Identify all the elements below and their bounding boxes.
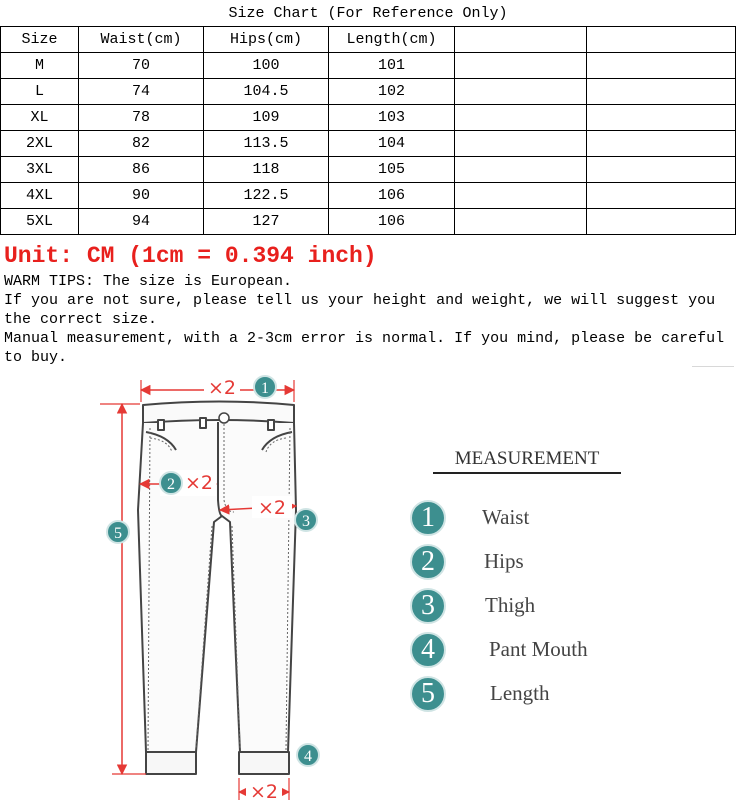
cell-length: 106 (329, 209, 455, 235)
legend-label: Length (490, 681, 550, 705)
table-row (1, 53, 736, 79)
cell-size: 3XL (1, 157, 79, 183)
cell-hips: 127 (204, 209, 329, 235)
tip-warm: WARM TIPS: The size is European. (4, 273, 293, 290)
cell-length: 105 (329, 157, 455, 183)
cell-empty (455, 209, 587, 235)
header-waist: Waist(cm) (79, 27, 204, 53)
hips-mult: ×2 (184, 472, 214, 494)
legend-label: Thigh (485, 593, 536, 617)
cell-length: 104 (329, 131, 455, 157)
cell-hips: 100 (204, 53, 329, 79)
header-size: Size (1, 27, 79, 53)
tips-block (4, 272, 730, 367)
cell-empty (455, 131, 587, 157)
tip-error: Manual measurement, with a 2-3cm error is normal. If you mind, please be careful to buy. (4, 330, 725, 366)
cell-waist: 94 (79, 209, 204, 235)
size-table (0, 26, 736, 235)
header-length: Length(cm) (329, 27, 455, 53)
mouth-badge: 4 (304, 748, 312, 765)
cell-empty (587, 131, 736, 157)
cell-empty (587, 105, 736, 131)
legend-item-waist (410, 500, 670, 540)
thigh-badge: 3 (302, 513, 310, 530)
table-row (1, 209, 736, 235)
legend-badge: 1 (410, 500, 446, 536)
legend-badge: 3 (410, 588, 446, 624)
cell-size: 4XL (1, 183, 79, 209)
cell-size: L (1, 79, 79, 105)
cell-waist: 86 (79, 157, 204, 183)
unit-conversion: Unit: CM (1cm = 0.394 inch) (4, 243, 377, 269)
thigh-mult: ×2 (257, 497, 287, 519)
cell-waist: 78 (79, 105, 204, 131)
cell-empty (455, 105, 587, 131)
table-row (1, 157, 736, 183)
legend-item-hips (410, 544, 670, 584)
cell-waist: 70 (79, 53, 204, 79)
legend-item-length (410, 676, 670, 716)
header-hips: Hips(cm) (204, 27, 329, 53)
cell-empty (587, 79, 736, 105)
table-row (1, 79, 736, 105)
cell-length: 101 (329, 53, 455, 79)
cell-hips: 104.5 (204, 79, 329, 105)
cell-empty (455, 157, 587, 183)
table-row (1, 131, 736, 157)
pants-measurement-diagram (0, 368, 400, 808)
legend-label: Hips (484, 549, 524, 573)
waist-mult: ×2 (207, 377, 237, 399)
tip-suggest: If you are not sure, please tell us your height and weight, we will suggest you the correct size. (4, 292, 716, 328)
cell-size: 5XL (1, 209, 79, 235)
legend-item-pant-mouth (410, 632, 670, 672)
table-row (1, 183, 736, 209)
cell-hips: 122.5 (204, 183, 329, 209)
legend-badge: 2 (410, 544, 446, 580)
length-badge: 5 (114, 525, 122, 542)
legend-title: MEASUREMENT (433, 447, 621, 474)
cell-size: M (1, 53, 79, 79)
table-row (1, 105, 736, 131)
cell-empty (587, 183, 736, 209)
table-header-row (1, 27, 736, 53)
cell-length: 103 (329, 105, 455, 131)
divider (692, 366, 734, 367)
cell-length: 106 (329, 183, 455, 209)
legend-item-thigh (410, 588, 670, 628)
hips-badge: 2 (167, 476, 175, 493)
cell-empty (587, 209, 736, 235)
cell-empty (587, 53, 736, 79)
cell-length: 102 (329, 79, 455, 105)
cell-size: XL (1, 105, 79, 131)
chart-title: Size Chart (For Reference Only) (228, 5, 508, 22)
cell-hips: 113.5 (204, 131, 329, 157)
cell-empty (587, 157, 736, 183)
legend-badge: 5 (410, 676, 446, 712)
header-empty (455, 27, 587, 53)
legend-label: Pant Mouth (489, 637, 588, 661)
waist-badge: 1 (261, 380, 269, 397)
cell-waist: 90 (79, 183, 204, 209)
header-empty (587, 27, 736, 53)
cell-waist: 82 (79, 131, 204, 157)
cell-hips: 109 (204, 105, 329, 131)
cell-empty (455, 183, 587, 209)
mouth-mult: ×2 (249, 781, 279, 803)
cell-hips: 118 (204, 157, 329, 183)
pants-icon (138, 402, 296, 775)
cell-size: 2XL (1, 131, 79, 157)
legend-badge: 4 (410, 632, 446, 668)
cell-waist: 74 (79, 79, 204, 105)
legend-label: Waist (482, 505, 530, 529)
cell-empty (455, 79, 587, 105)
cell-empty (455, 53, 587, 79)
